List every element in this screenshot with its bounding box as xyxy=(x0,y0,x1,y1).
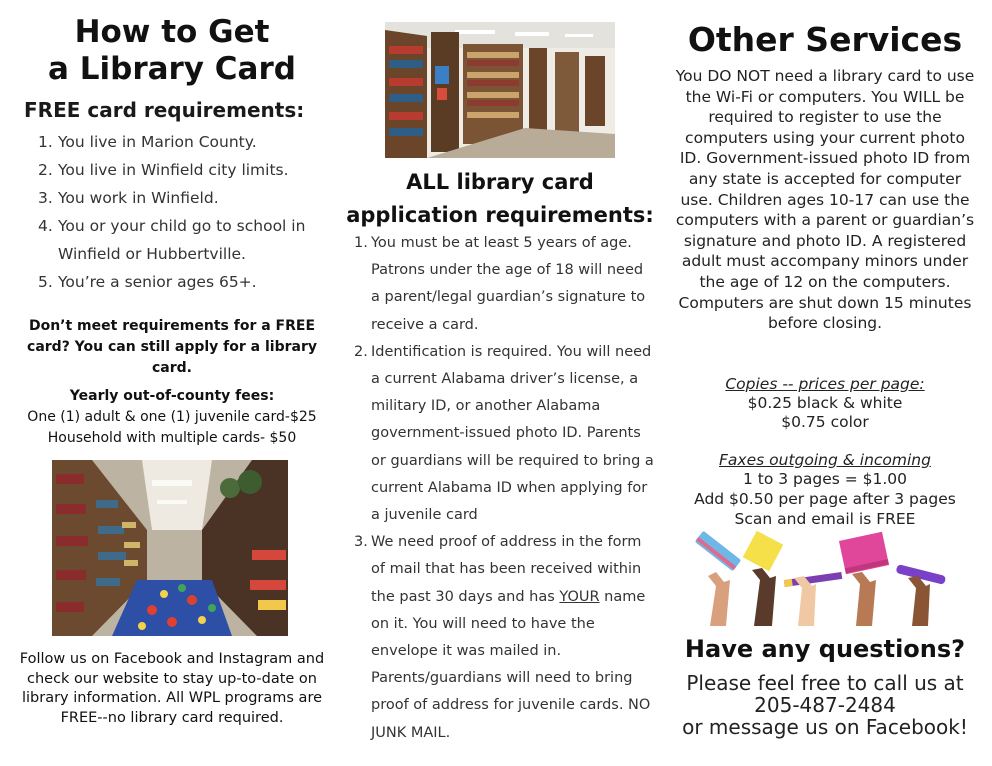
list-item xyxy=(354,230,654,339)
list-item xyxy=(38,128,330,156)
item-number: 3. xyxy=(354,534,368,551)
library-aisle-photo xyxy=(52,460,288,636)
free-card-heading: FREE card requirements: xyxy=(24,98,305,122)
phone-number: 205-487-2484 xyxy=(754,693,896,717)
item-number: 5. xyxy=(38,273,53,291)
item-text-underlined: YOUR xyxy=(559,588,600,605)
item-number: 4. xyxy=(38,217,53,235)
scan-email-note: Scan and email is FREE xyxy=(734,510,916,528)
item-text: You must be at least 5 years of age. Patrons under the age of 18 will need a parent/legal guardian’s signature to receive a card. xyxy=(371,235,646,333)
other-services-title: Other Services xyxy=(687,20,963,59)
title-line-2: application requirements: xyxy=(346,203,654,227)
faxes-heading: Faxes outgoing & incoming xyxy=(719,451,931,469)
application-requirements-list xyxy=(354,230,654,747)
call-us-text: Please feel free to call us at xyxy=(686,671,964,695)
item-number: 1. xyxy=(38,133,53,151)
copies-bw-price: $0.25 black & white xyxy=(747,394,903,412)
library-stacks-photo xyxy=(385,22,615,158)
fax-price-2: Add $0.50 per page after 3 pages xyxy=(694,490,956,508)
list-item xyxy=(38,184,330,212)
fax-price-1: 1 to 3 pages = $1.00 xyxy=(742,470,908,488)
left-panel xyxy=(14,0,330,766)
title-line-1: ALL library card xyxy=(406,170,594,194)
list-item xyxy=(354,339,654,529)
fee-adult-juvenile: One (1) adult & one (1) juvenile card-$25 xyxy=(27,409,317,425)
free-requirements-list xyxy=(38,128,330,296)
fee-household: Household with multiple cards- $50 xyxy=(47,430,297,446)
hands-holding-books-illustration xyxy=(690,530,960,630)
item-number: 2. xyxy=(38,161,53,179)
item-number: 1. xyxy=(354,235,368,251)
middle-panel xyxy=(344,0,656,766)
title-line-2: a Library Card xyxy=(48,51,296,87)
questions-heading: Have any questions? xyxy=(684,635,966,663)
item-text: Identification is required. You will need a current Alabama driver’s license, a military ID, or another Alabama government-issued photo ID. Parents or guardians will be required to bring a current Alabama ID when applying for a juvenile card xyxy=(371,343,654,524)
list-item xyxy=(354,529,654,747)
item-text: You’re a senior ages 65+. xyxy=(58,273,257,291)
message-facebook-text: or message us on Facebook! xyxy=(682,715,968,739)
right-panel xyxy=(672,0,978,766)
copies-heading: Copies -- prices per page: xyxy=(725,375,925,393)
list-item xyxy=(38,156,330,184)
item-number: 3. xyxy=(38,189,53,207)
item-text: You live in Winfield city limits. xyxy=(58,161,289,179)
library-aisle-illustration xyxy=(52,460,288,636)
item-text xyxy=(371,529,654,747)
title-line-1: How to Get xyxy=(74,14,270,50)
item-text: You live in Marion County. xyxy=(58,133,257,151)
social-media-note: Follow us on Facebook and Instagram and check our website to stay up-to-date on library information. All WPL programs are FREE--no library card required. xyxy=(19,651,325,726)
library-stacks-illustration xyxy=(385,22,615,158)
copies-color-price: $0.75 color xyxy=(781,413,869,431)
out-of-county-fees-heading: Yearly out-of-county fees: xyxy=(69,388,275,404)
raised-hands-icon xyxy=(690,530,960,630)
how-to-get-title xyxy=(14,14,330,88)
services-description: You DO NOT need a library card to use the Wi-Fi or computers. You WILL be required to register to use the computers using your current photo ID. Government-issued photo ID from any state is accepted for computer use. Children ages 10-17 can use the computers with a parent or guardian’s signature and photo ID. A registered adult must accompany minors under the age of 12 on the computers. Computers are shut down 15 minutes before closing. xyxy=(675,67,975,333)
item-text: You work in Winfield. xyxy=(58,189,219,207)
list-item xyxy=(38,268,330,296)
item-text-after: name on it. You will need to have the envelope it was mailed in. Parents/guardians will need to bring proof of address for juvenile cards. NO JUNK MAIL. xyxy=(371,588,651,741)
item-number: 2. xyxy=(354,343,368,360)
dont-meet-requirements-note: Don’t meet requirements for a FREE card? You can still apply for a library card. xyxy=(27,318,317,376)
item-text: You or your child go to school in Winfield or Hubbertville. xyxy=(58,217,306,263)
list-item xyxy=(38,212,330,268)
item-text-before: We need proof of address in the form of mail that has been received within the past 30 days and has xyxy=(371,534,642,605)
application-requirements-title xyxy=(344,166,656,232)
